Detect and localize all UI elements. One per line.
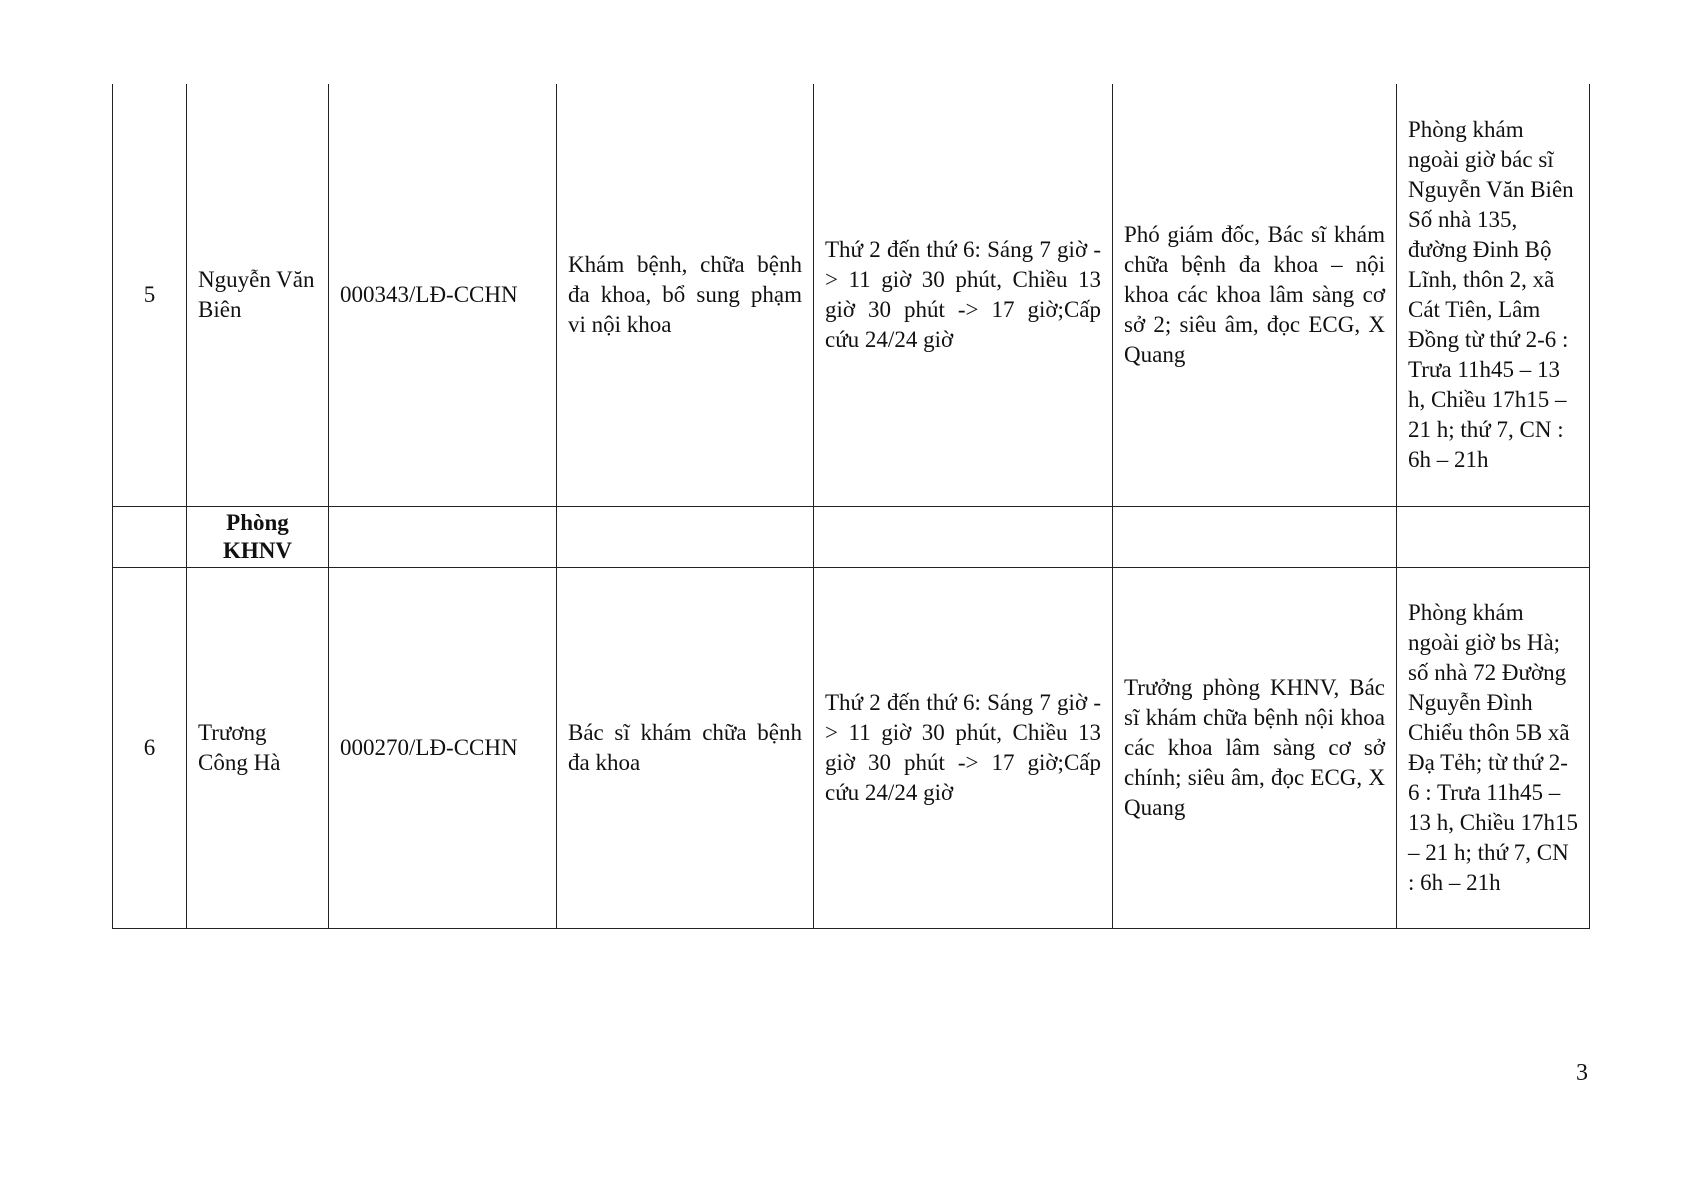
section-row: [113, 506, 1590, 567]
work-schedule: Thứ 2 đến thứ 6: Sáng 7 giờ -> 11 giờ 30 phút, Chiều 13 giờ 30 phút -> 17 giờ;Cấp cứu 24/24 giờ: [814, 84, 1113, 506]
empty-cell: [557, 506, 814, 567]
work-schedule: Thứ 2 đến thứ 6: Sáng 7 giờ -> 11 giờ 30 phút, Chiều 13 giờ 30 phút -> 17 giờ;Cấp cứu 24/24 giờ: [814, 567, 1113, 928]
section-title: Phòng KHNV: [187, 506, 329, 567]
row-number: 5: [113, 84, 187, 506]
doctor-name: Trương Công Hà: [187, 567, 329, 928]
empty-cell: [113, 506, 187, 567]
empty-cell: [1113, 506, 1397, 567]
table-row: [113, 567, 1590, 928]
job-position: Trưởng phòng KHNV, Bác sĩ khám chữa bệnh nội khoa các khoa lâm sàng cơ sở chính; siêu âm, đọc ECG, X Quang: [1113, 567, 1397, 928]
license-number: 000343/LĐ-CCHN: [329, 84, 557, 506]
practice-scope: Bác sĩ khám chữa bệnh đa khoa: [557, 567, 814, 928]
license-number: 000270/LĐ-CCHN: [329, 567, 557, 928]
empty-cell: [329, 506, 557, 567]
doctor-name: Nguyễn Văn Biên: [187, 84, 329, 506]
extra-practice-location: Phòng khám ngoài giờ bs Hà; số nhà 72 Đường Nguyễn Đình Chiểu thôn 5B xã Đạ Tẻh; từ thứ 2- 6 : Trưa 11h45 – 13 h, Chiều 17h15 – 21 h; thứ 7, CN : 6h – 21h: [1397, 567, 1590, 928]
table-row: [113, 84, 1590, 506]
empty-cell: [1397, 506, 1590, 567]
job-position: Phó giám đốc, Bác sĩ khám chữa bệnh đa khoa – nội khoa các khoa lâm sàng cơ sở 2; siêu âm, đọc ECG, X Quang: [1113, 84, 1397, 506]
empty-cell: [814, 506, 1113, 567]
extra-practice-location: Phòng khám ngoài giờ bác sĩ Nguyễn Văn Biên Số nhà 135, đường Đinh Bộ Lĩnh, thôn 2, xã Cát Tiên, Lâm Đồng từ thứ 2-6 : Trưa 11h45 – 13 h, Chiều 17h15 – 21 h; thứ 7, CN : 6h – 21h: [1397, 84, 1590, 506]
page-number: 3: [1576, 1060, 1588, 1086]
staff-table: [112, 84, 1590, 929]
row-number: 6: [113, 567, 187, 928]
practice-scope: Khám bệnh, chữa bệnh đa khoa, bổ sung phạm vi nội khoa: [557, 84, 814, 506]
